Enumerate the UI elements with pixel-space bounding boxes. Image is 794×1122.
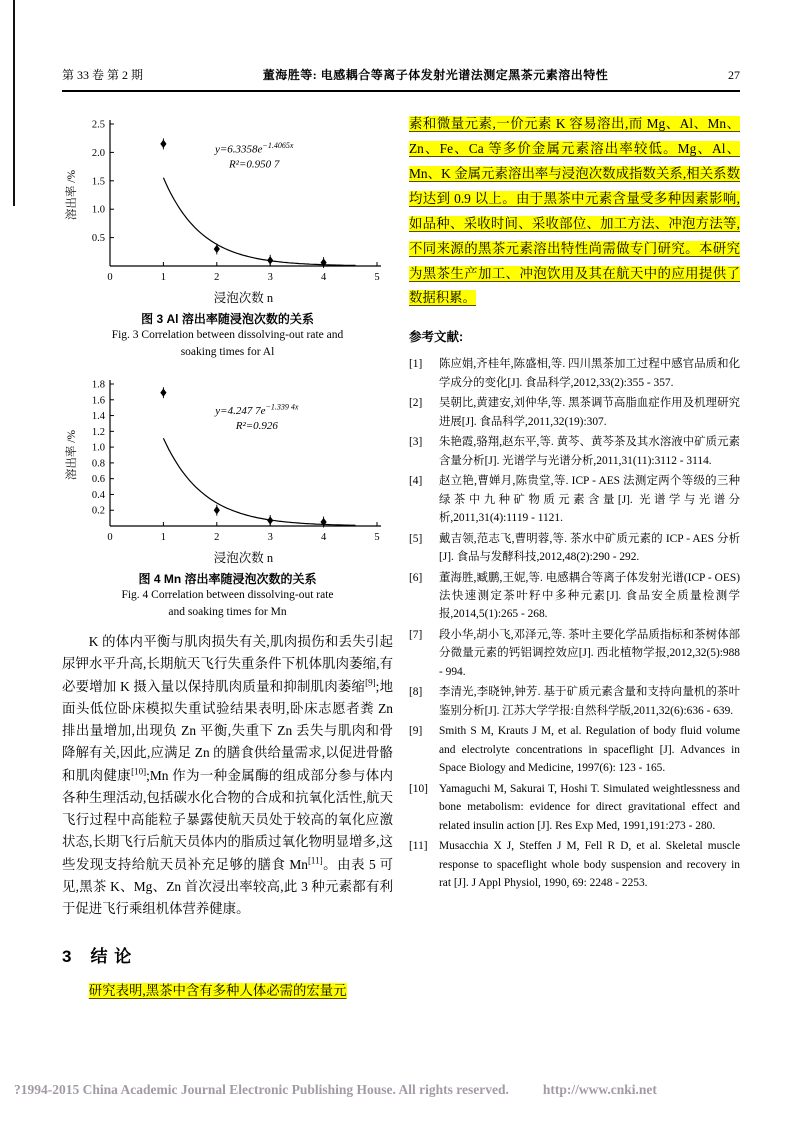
svg-text:0.5: 0.5 — [91, 233, 105, 245]
svg-text:0.4: 0.4 — [91, 489, 105, 501]
reference-number: [10] — [409, 782, 428, 795]
reference-text: 吴朝比,黄建安,刘仲华,等. 黑茶调节高脂血症作用及机理研究进展[J]. 食品科学,2011,32(19):307. — [439, 397, 740, 428]
citation-marker: [10] — [131, 766, 147, 777]
figure3-caption-en-line1: Fig. 3 Correlation between dissolving-out rate and — [111, 329, 344, 341]
page-footer — [14, 1082, 780, 1098]
fig3-plot — [62, 112, 393, 308]
references-list — [409, 355, 740, 892]
svg-text:1.4: 1.4 — [91, 410, 105, 422]
figure3-caption-en-line2: soaking times for Al — [180, 346, 275, 359]
reference-text: Musacchia X J, Steffen J M, Fell R D, et al. Skeletal muscle response to spaceflight whole body suspension and recovery in rat [J]. J Appl Physiol, 1990, 69: 2248 - 2253. — [439, 840, 740, 890]
highlighted-text: 研究表明,黑茶中含有多种人体必需的宏量元 — [88, 983, 347, 999]
reference-item — [409, 569, 740, 624]
two-column-body — [62, 108, 740, 1003]
footer-copyright: ?1994-2015 China Academic Journal Electronic Publishing House. All rights reserved. — [14, 1082, 509, 1097]
figure-3 — [62, 112, 393, 362]
reference-number: [4] — [409, 475, 423, 488]
reference-item — [409, 780, 740, 835]
section-number: 3 — [62, 947, 73, 967]
svg-text:0.8: 0.8 — [91, 457, 105, 469]
references-heading: 参考文献: — [409, 330, 464, 345]
svg-text:浸泡次数 n: 浸泡次数 n — [213, 291, 274, 305]
right-column — [409, 108, 740, 1003]
svg-text:溶出率 /%: 溶出率 /% — [66, 169, 78, 221]
header-running-title: 董海胜等: 电感耦合等离子体发射光谱法测定黑茶元素溶出特性 — [262, 68, 609, 82]
svg-text:2: 2 — [214, 272, 220, 283]
figure-4 — [62, 372, 393, 622]
reference-text: 朱艳霞,骆翔,赵东平,等. 黄芩、黄芩茶及其水溶液中矿质元素含量分析[J]. 光谱学与光谱分析,2011,31(11):3112 - 3114. — [439, 436, 740, 467]
conclusion-continuation — [409, 112, 740, 311]
svg-text:1.8: 1.8 — [91, 379, 105, 390]
svg-text:1: 1 — [160, 531, 167, 543]
svg-text:5: 5 — [374, 272, 380, 283]
svg-text:1.6: 1.6 — [91, 394, 105, 406]
reference-text: Yamaguchi M, Sakurai T, Hoshi T. Simulated weightlessness and bone metabolism: evidence for direct gravitational effect and related insulin action [J]. Res Exp Med, 1991,191:273 - 280. — [439, 782, 740, 832]
svg-text:2.5: 2.5 — [91, 119, 105, 131]
svg-text:2: 2 — [214, 531, 220, 543]
svg-text:1: 1 — [160, 272, 167, 283]
header-page-number: 27 — [727, 68, 740, 82]
svg-text:浸泡次数 n: 浸泡次数 n — [213, 550, 274, 565]
left-paragraph: K 的体内平衡与肌肉损失有关,肌肉损伤和丢失引起尿钾水平升高,长期航天飞行失重条件下机体肌肉萎缩,有必要增加 K 摄入量以保持肌肉质量和抑制肌肉萎缩[9];地面头低位卧床模拟失重试验结果表明,卧床志愿者粪 Zn 排出量增加,出现负 Zn 平衡,失重下 Zn 丢失与肌肉和骨降解有关,因此,应满足 Zn 的膳食供给量需求,以促进骨骼和肌肉健康[10];Mn 作为一种金属酶的组成部分参与体内各种生理活动,包括碳水化合物的合成和抗氧化活性,航天飞行过程中高能粒子暴露使航天员处于较高的氧化应激状态,长期飞行后航天员体内的脂质过氧化物明显增多,这些发现支持给航天员补充足够的膳食 Mn[11]。由表 5 可见,黑茶 K、Mg、Zn 首次浸出率较高,此 3 种元素都有利于促进飞行乘组机体营养健康。 — [62, 634, 394, 916]
svg-text:5: 5 — [374, 531, 380, 543]
svg-text:溶出率 /%: 溶出率 /% — [66, 429, 78, 480]
reference-item — [409, 722, 740, 777]
reference-text: Smith S M, Krauts J M, et al. Regulation of body fluid volume and electrolyte concentrations in spaceflight [J]. Advances in Space Biology and Medicine, 1997(6): 123 - 165. — [439, 725, 740, 775]
figure4-caption-en-line2: and soaking times for Mn — [168, 605, 287, 618]
reference-number: [6] — [409, 571, 423, 584]
figure4-caption-en-line1: Fig. 4 Correlation between dissolving-out rate — [121, 588, 334, 601]
reference-number: [5] — [409, 532, 423, 545]
svg-text:4: 4 — [320, 272, 327, 283]
svg-text:0: 0 — [107, 531, 113, 543]
reference-item — [409, 683, 740, 720]
svg-text:1.5: 1.5 — [91, 176, 105, 188]
reference-number: [7] — [409, 628, 423, 641]
svg-text:1.0: 1.0 — [91, 204, 105, 216]
figure4-chart — [62, 372, 393, 568]
figure4-caption-en — [62, 587, 393, 622]
reference-item — [409, 472, 740, 527]
svg-text:2.0: 2.0 — [91, 147, 105, 159]
reference-item — [409, 530, 740, 567]
svg-text:1.0: 1.0 — [91, 442, 105, 454]
reference-text: 陈应娟,齐桂年,陈盛相,等. 四川黑茶加工过程中感官品质和化学成分的变化[J]. 食品科学,2012,33(2):355 - 357. — [439, 358, 740, 389]
reference-text: 李清光,李晓钟,钟芳. 基于矿质元素含量和支持向量机的茶叶鉴别分析[J]. 江苏大学学报:自然科学版,2011,32(6):636 - 639. — [439, 686, 740, 717]
reference-number: [8] — [409, 686, 423, 699]
svg-text:0.6: 0.6 — [91, 473, 105, 485]
reference-item — [409, 433, 740, 470]
reference-number: [11] — [409, 840, 428, 853]
header-volume-issue: 第 33 卷 第 2 期 — [62, 68, 144, 82]
citation-marker: [9] — [365, 677, 376, 688]
reference-item — [409, 394, 740, 431]
figure3-caption-zh: 图 3 Al 溶出率随浸泡次数的关系 — [141, 312, 314, 326]
svg-text:0: 0 — [107, 272, 113, 283]
reference-number: [3] — [409, 436, 423, 449]
svg-text:y=6.3358e−1.4065x: $y=6.3358e^{-1.4065x}$ — [214, 140, 294, 156]
left-column — [62, 108, 393, 1003]
svg-text:3: 3 — [267, 272, 273, 283]
reference-text: 董海胜,臧鹏,王妮,等. 电感耦合等离子体发射光谱(ICP - OES)法快速测定茶叶籽中多种元素[J]. 食品安全质量检测学报,2014,5(1):265 - 268. — [439, 571, 740, 621]
conclusion-paragraph — [62, 979, 393, 1003]
figure3-chart — [62, 112, 393, 308]
page-header — [62, 66, 740, 92]
section-title: 结 论 — [90, 947, 133, 967]
svg-text:y=4.247 7e−1.339 4x: y=4.247 $7e^{-1.339 4x}$ — [215, 401, 299, 417]
svg-text:4: 4 — [320, 531, 327, 543]
reference-text: 赵立艳,曹婵月,陈贵堂,等. ICP - AES 法测定两个等级的三种绿茶中九种矿物质元素含量[J]. 光谱学与光谱分析,2011,31(4):1119 - 1121. — [439, 475, 740, 525]
svg-text:3: 3 — [267, 531, 273, 543]
svg-text:1.2: 1.2 — [91, 426, 105, 438]
reference-item — [409, 355, 740, 392]
reference-number: [1] — [409, 358, 423, 371]
reference-number: [2] — [409, 397, 423, 410]
citation-marker: [11] — [307, 855, 323, 866]
reference-text: 戴吉领,范志飞,曹明蓉,等. 茶水中矿质元素的 ICP - AES 分析[J]. 食品与发酵科技,2012,48(2):290 - 292. — [439, 532, 740, 564]
reference-text: 段小华,胡小飞,邓泽元,等. 茶叶主要化学品质指标和茶树体部分微量元素的钙铝调控效应[J]. 西北植物学报,2012,32(5):988 - 994. — [439, 628, 740, 678]
figure3-caption-en — [62, 327, 393, 362]
reference-number: [9] — [409, 725, 423, 738]
svg-text:R²=0.926: R²=0.926 — [235, 419, 278, 432]
reference-item — [409, 837, 740, 892]
svg-text:R²=0.950 7: R²=0.950 7 — [228, 158, 280, 171]
fig4-plot — [62, 372, 393, 568]
reference-item — [409, 626, 740, 681]
footer-url[interactable]: http://www.cnki.net — [542, 1082, 657, 1097]
highlighted-text-continuation: 素和微量元素,一价元素 K 容易溶出,而 Mg、Al、Mn、Zn、Fe、Ca 等多价金属元素溶出率较低。Mg、Al、Mn、K 金属元素溶出率与浸泡次数成指数关系,相关系数均达到 0.9 以上。由于黑茶中元素含量受多种因素影响,如品种、采收时间、采收部位、加工方法、冲泡方法等,不同来源的黑茶元素溶出特性尚需做专门研究。本研究为黑茶生产加工、冲泡饮用及其在航天中的应用提供了数据积累。 — [409, 116, 740, 306]
figure4-caption-zh: 图 4 Mn 溶出率随浸泡次数的关系 — [138, 571, 317, 586]
section-heading-conclusion — [62, 942, 393, 967]
scan-edge-artifact — [13, 0, 15, 206]
svg-text:0.2: 0.2 — [91, 505, 105, 517]
